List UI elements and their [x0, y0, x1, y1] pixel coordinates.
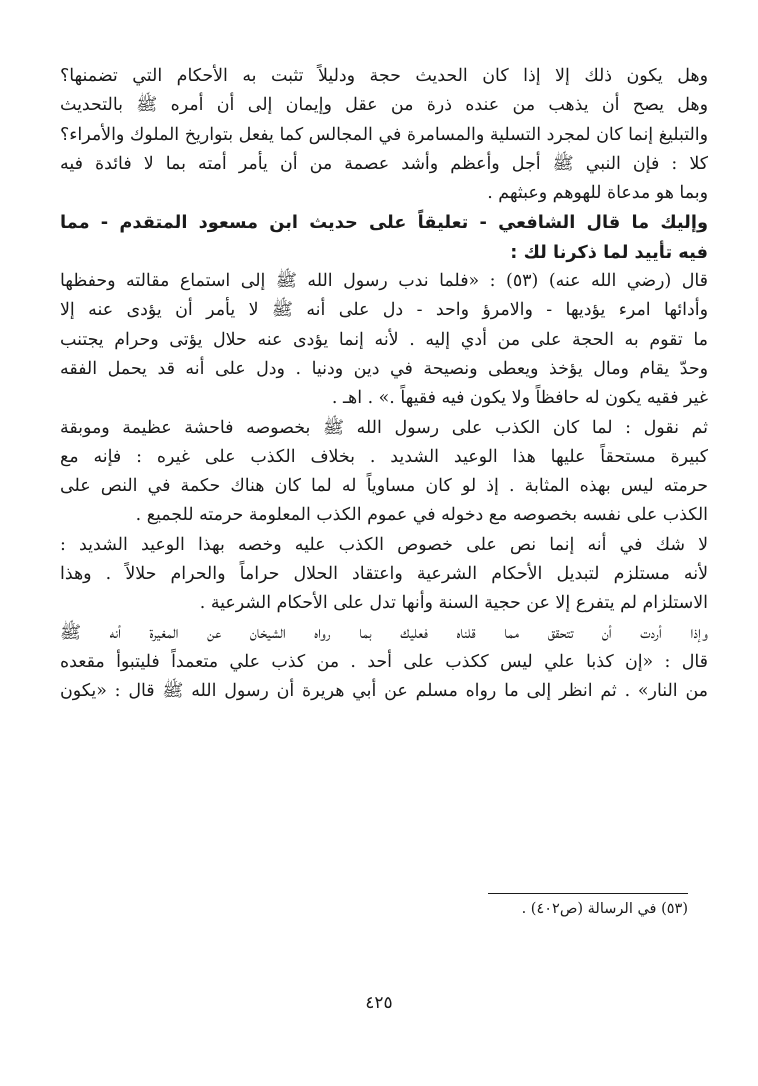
text-line: قال : «إن كذبا علي ليس ككذب على أحد . من كذب علي متعمداً فليتبوأ مقعده	[60, 651, 708, 672]
page-body	[60, 62, 708, 707]
text-line: لا شك في أنه إنما نص على خصوص الكذب عليه وخصه بهذا الوعيد الشديد :	[60, 534, 708, 555]
text-line: وأدائها امرء يؤديها - والامرؤ واحد - دل على أنه ﷺ لا يأمر أن يؤدى عنه إلا	[60, 300, 708, 321]
text-line: وإذا أردت أن تتحقق مما قلناه فعليك بما رواه الشيخان عن المغيرة أنه ﷺ	[60, 622, 708, 643]
heading-line: فيه تأييد لما ذكرنا لك :	[510, 241, 708, 263]
text-line: وبما هو مدعاة للهوهم وعبثهم .	[487, 183, 708, 204]
text-line: ما تقوم به الحجة على من أدي إليه . لأنه إنما يؤدى عنه حلال يؤتى وحرام يجتنب	[60, 329, 708, 350]
text-line: الاستلزام لم يتفرع إلا عن حجية السنة وأنها تدل على الأحكام الشرعية .	[199, 593, 708, 614]
text-line: حرمته ليس بهذه المثابة . إذ لو كان مساوياً له لما كان هناك حكمة في النص على	[60, 476, 708, 497]
footnote-separator	[488, 893, 688, 894]
text-line: وحدّ يقام ومال يؤخذ ويعطى ونصيحة في دين ودنيا . ودل على أنه قد يحمل الفقه	[60, 358, 708, 379]
text-line: والتبليغ إنما كان لمجرد التسلية والمسامرة في المجالس كما يفعل بتواريخ الملوك والأمراء؟	[60, 124, 708, 145]
text-line: قال (رضي الله عنه) (٥٣) : «فلما ندب رسول الله ﷺ إلى استماع مقالته وحفظها	[60, 271, 708, 292]
text-line: كبيرة مستحقاً عليها هذا الوعيد الشديد . بخلاف الكذب على غيره : فإنه مع	[60, 446, 708, 467]
text-line: الكذب على نفسه بخصوصه مع دخوله في عموم الكذب المعلومة حرمته للجميع .	[135, 505, 708, 526]
heading-line: وإليك ما قال الشافعي - تعليقاً على حديث ابن مسعود المتقدم - مما	[60, 212, 708, 234]
text-line: كلا : فإن النبي ﷺ أجل وأعظم وأشد عصمة من أن يأمر أمته بما لا فائدة فيه	[60, 153, 708, 174]
text-line: ثم نقول : لما كان الكذب على رسول الله ﷺ بخصوصه فاحشة عظيمة وموبقة	[60, 417, 708, 438]
text-line: وهل يكون ذلك إلا إذا كان الحديث حجة ودليلاً تثبت به الأحكام التي تضمنها؟	[60, 66, 708, 86]
text-line: لأنه مستلزم لتبديل الأحكام الشرعية واعتقاد الحلال حراماً والحرام حلالاً . وهذا	[60, 564, 708, 585]
footnote: (٥٣) في الرسالة (ص٤٠٢) .	[521, 901, 688, 917]
text-line: من النار» . ثم انظر إلى ما رواه مسلم عن أبي هريرة أن رسول الله ﷺ قال : «يكون	[60, 681, 708, 702]
text-line: وهل يصح أن يذهب من عنده ذرة من عقل وإيمان إلى أن أمره ﷺ بالتحديث	[60, 95, 708, 116]
page-number: ٤٢٥	[365, 993, 393, 1013]
text-line: غير فقيه يكون له حافظاً ولا يكون فيه فقيهاً .» . اهـ .	[331, 388, 708, 409]
